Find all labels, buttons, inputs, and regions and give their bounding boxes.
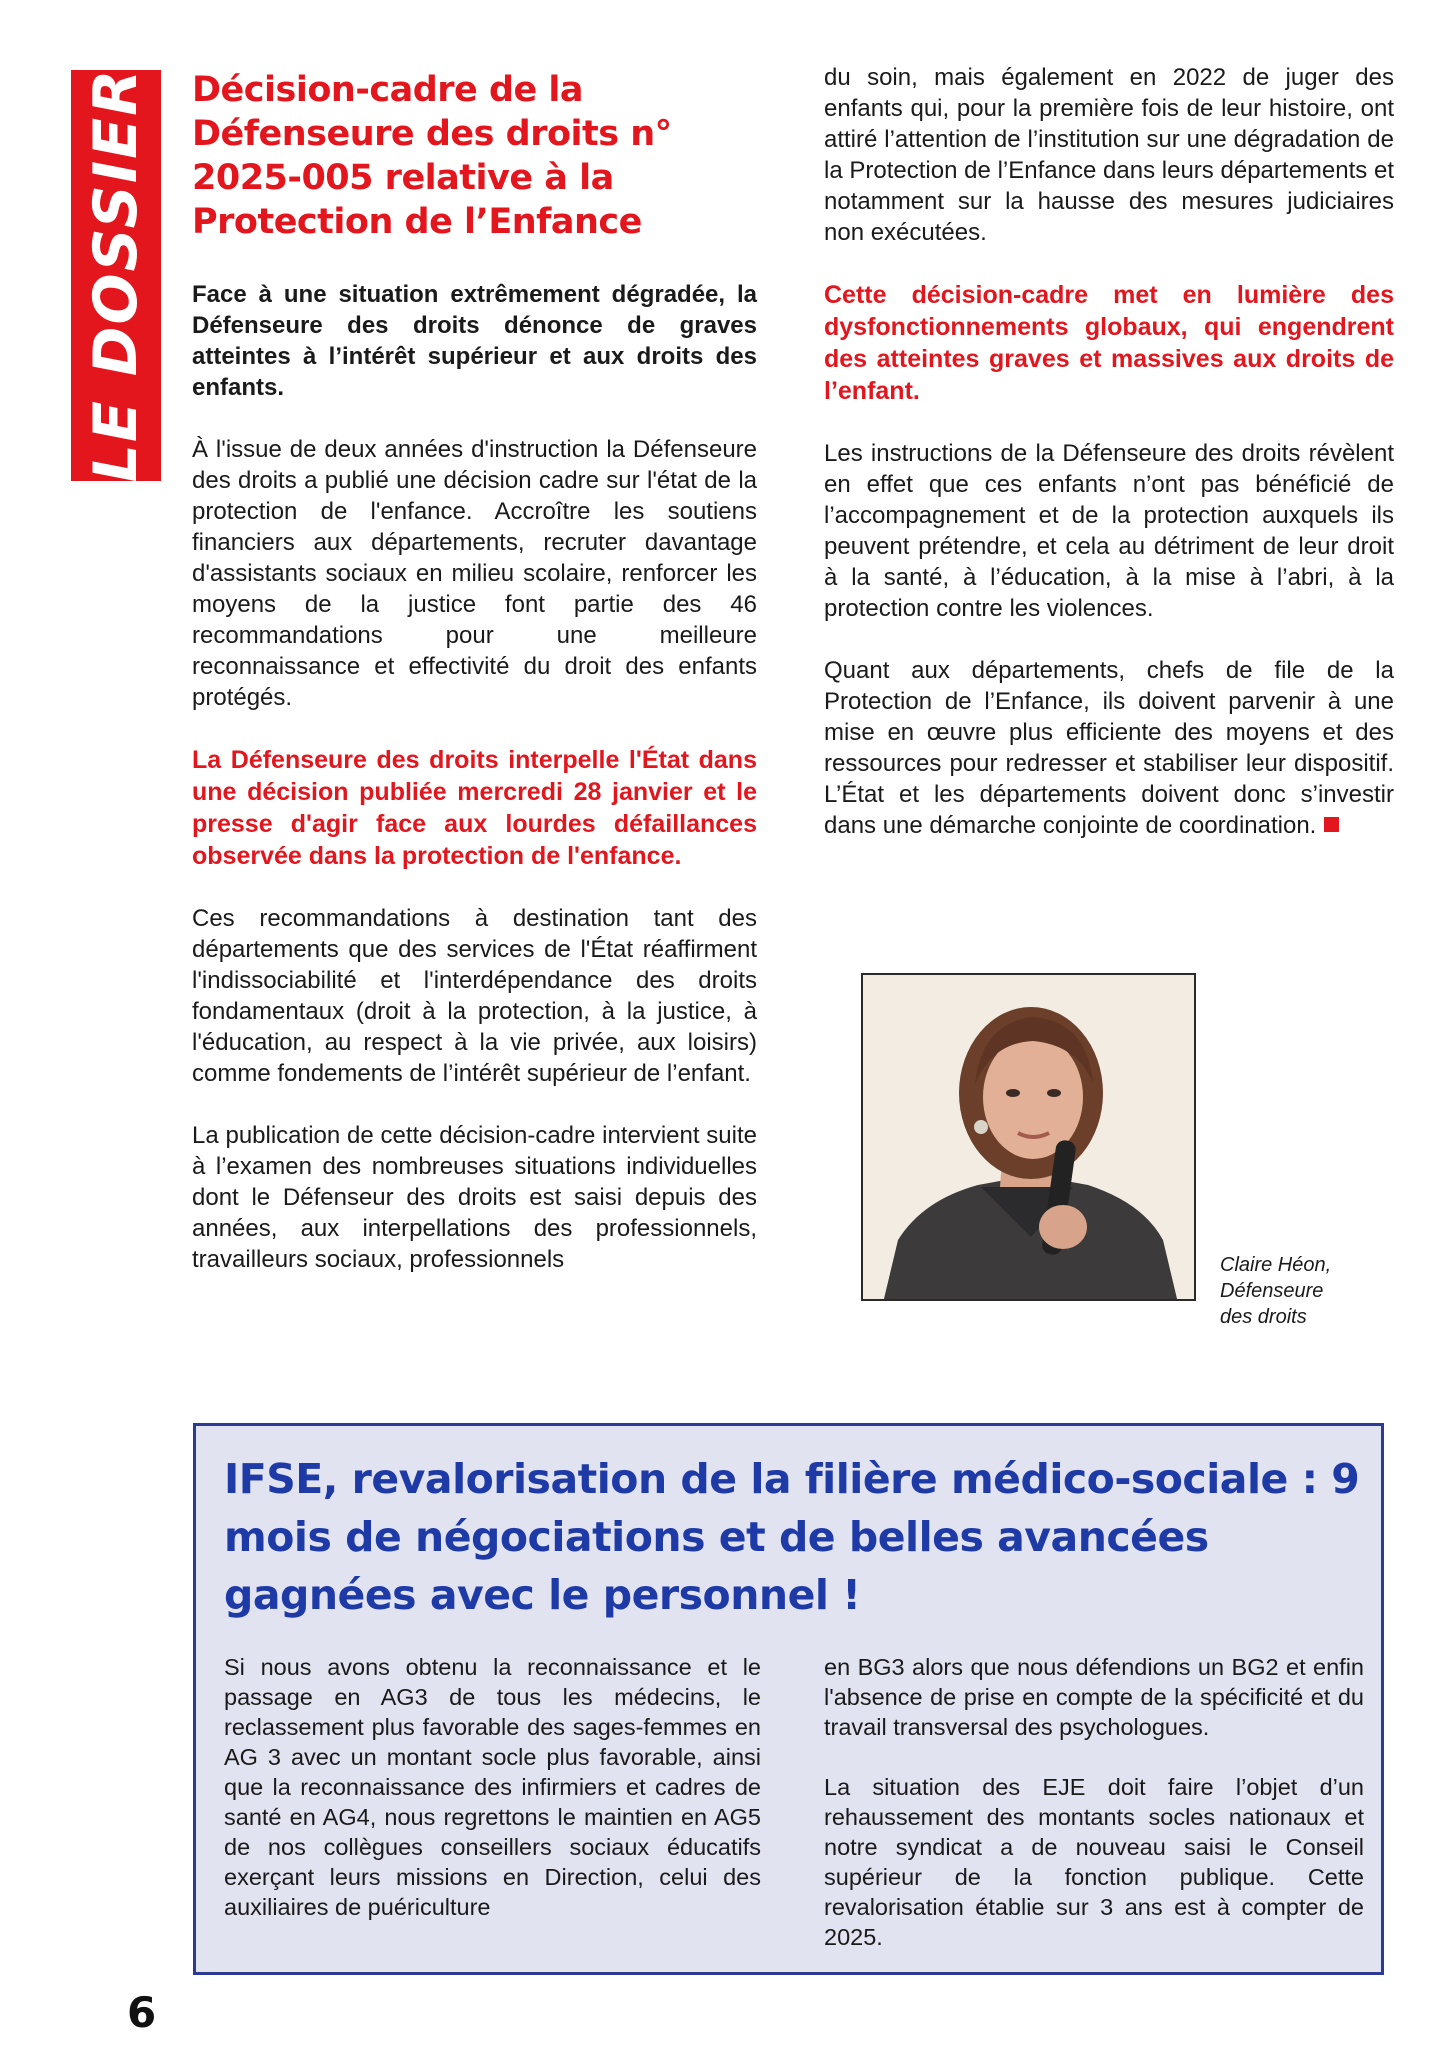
article-paragraph: La publication de cette décision-cadre intervient suite à l’examen des nombreuses situations individuelles dont le Défenseur des droits est saisi depuis des années, aux interpellations des professionnels, travailleurs sociaux, professionnels xyxy=(192,1122,757,1273)
dossier-label: LE DOSSIER xyxy=(81,67,151,483)
box-paragraph: Si nous avons obtenu la reconnaissance et le passage en AG3 de tous les médecins, le reclassement plus favorable des sages-femmes en AG 3 avec un montant socle plus favorable, ainsi que la reconnaissance des infirmiers et cadres de santé en AG4, nous regrettons le maintien en AG5 de nos collègues conseillers sociaux éducatifs exerçant leurs missions en Direction, celui des auxiliaires de puériculture xyxy=(224,1654,761,1920)
article-paragraph-text: Quant aux départements, chefs de file de la Protection de l’Enfance, ils doivent parvenir à une mise en œuvre plus efficiente des moyens et des ressources pour redresser et stabiliser leur dispositif. L’État et les départements doivent donc s’investir dans une démarche conjointe de coordination. xyxy=(824,657,1394,839)
caption-line: des droits xyxy=(1220,1306,1307,1328)
box-paragraph: en BG3 alors que nous défendions un BG2 et enfin l'absence de prise en compte de la spécificité et du travail transversal des psychologues. xyxy=(824,1654,1364,1740)
portrait-illustration xyxy=(863,975,1196,1301)
article-paragraph: Ces recommandations à destination tant des départements que des services de l'État réaffirment l'indissociabilité et l'interdépendance des droits fondamentaux (droit à la protection, à la justice, à l'éducation, au respect à la vie privée, aux loisirs) comme fondements de l’intérêt supérieur de l’enfant. xyxy=(192,905,757,1087)
article-left-column xyxy=(192,62,757,1275)
photo-caption xyxy=(1220,1252,1370,1330)
article-title: Décision-cadre de la Défenseure des droits n° 2025-005 relative à la Protection de l’Enfance xyxy=(192,70,672,242)
box-title: IFSE, revalorisation de la filière médico-sociale : 9 mois de négociations et de belles avancées gagnées avec le personnel ! xyxy=(224,1455,1360,1619)
box-paragraph: La situation des EJE doit faire l’objet d’un rehaussement des montants socles nationaux et notre syndicat a de nouveau saisi le Conseil supérieur de la fonction publique. Cette revalorisation établie sur 3 ans est à compter de 2025. xyxy=(824,1774,1364,1950)
article-paragraph: Les instructions de la Défenseure des droits révèlent en effet que ces enfants n’ont pas bénéficié de l’accompagnement et de la protection auxquels ils peuvent prétendre, et cela au détriment de leur droit à la santé, à l’éducation, à la mise à l’abri, à la protection contre les violences. xyxy=(824,440,1394,622)
portrait-photo xyxy=(861,973,1196,1301)
dossier-side-tab xyxy=(71,67,161,483)
article-paragraph: du soin, mais également en 2022 de juger des enfants qui, pour la première fois de leur histoire, ont attiré l’attention de l’institution sur une dégradation de la Protection de l’Enfance dans leurs départements et notamment sur la hausse des mesures judiciaires non exécutées. xyxy=(824,64,1394,246)
article-highlight: La Défenseure des droits interpelle l'État dans une décision publiée mercredi 28 janvier et le presse d'agir face aux lourdes défaillances observée dans la protection de l'enfance. xyxy=(192,746,757,870)
end-of-article-mark xyxy=(1324,817,1339,832)
article-right-column xyxy=(824,62,1394,841)
article-lead: Face à une situation extrêmement dégradée, la Défenseure des droits dénonce de graves atteintes à l’intérêt supérieur et aux droits des enfants. xyxy=(192,281,757,401)
article-paragraph xyxy=(824,655,1394,841)
caption-line: Claire Héon, xyxy=(1220,1254,1332,1276)
box-left-column xyxy=(224,1652,761,1952)
article-paragraph: À l'issue de deux années d'instruction la Défenseure des droits a publié une décision cadre sur l'état de la protection de l'enfance. Accroître les soutiens financiers aux départements, recruter davantage d'assistants sociaux en milieu scolaire, renforcer les moyens de la justice font partie des 46 recommandations pour une meilleure reconnaissance et effectivité du droit des enfants protégés. xyxy=(192,436,757,711)
article-highlight: Cette décision-cadre met en lumière des dysfonctionnements globaux, qui engendrent des atteintes graves et massives aux droits de l’enfant. xyxy=(824,281,1394,405)
ifse-box xyxy=(193,1423,1384,1975)
page-number: 6 xyxy=(127,1988,157,2037)
caption-line: Défenseure xyxy=(1220,1280,1324,1302)
box-right-column xyxy=(824,1652,1364,1982)
